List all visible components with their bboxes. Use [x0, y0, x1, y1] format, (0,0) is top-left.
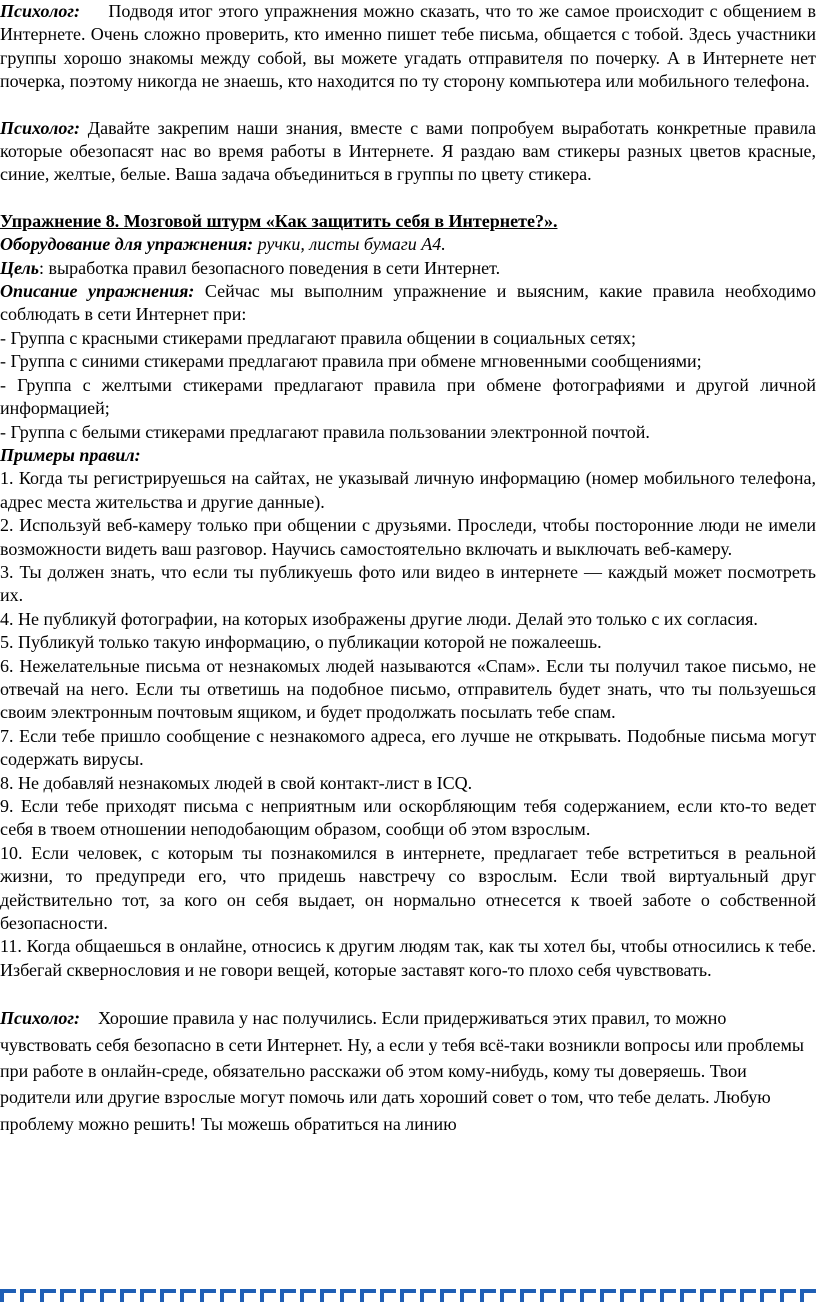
- rule-item: 8. Не добавляй незнакомых людей в свой контакт-лист в ICQ.: [0, 772, 473, 793]
- description-label: Описание упражнения:: [0, 281, 195, 302]
- rule-item: 11. Когда общаешься в онлайне, относись к другим людям так, как ты хотел бы, чтобы относились к тебе. Избегай сквернословия и не говори вещей, которые заставят кого-то плохо себя чувствовать.: [0, 936, 816, 980]
- rule-item: 7. Если тебе пришло сообщение с незнакомого адреса, его лучше не открывать. Подобные письма могут содержать вирусы.: [0, 725, 816, 770]
- intro-speaker: Психолог:: [0, 1, 80, 21]
- rule-item: 6. Нежелательные письма от незнакомых людей называются «Спам». Если ты получил такое письмо, не отвечай на него. Если ты ответишь на подобное письмо, отправитель будет знать, что ты пользуешься своим электронным почтовым ящиком, и будет продолжать посылать тебе спам.: [0, 655, 816, 723]
- spacer: [0, 982, 816, 1005]
- rule-item: 3. Ты должен знать, что если ты публикуешь фото или видео в интернете — каждый может посмотреть их.: [0, 561, 816, 606]
- description-line: [0, 280, 816, 327]
- examples-label: Примеры правил:: [0, 444, 141, 465]
- group-item: - Группа с синими стикерами предлагают правила при обмене мгновенными сообщениями;: [0, 351, 702, 372]
- exercise-heading: Упражнение 8. Мозговой штурм «Как защитить себя в Интернете?».: [0, 210, 558, 231]
- rule-item: 4. Не публикуй фотографии, на которых изображены другие люди. Делай это только с их согласия.: [0, 608, 758, 629]
- intro-paragraph: [0, 0, 816, 94]
- goal-line: [0, 257, 816, 280]
- consolidate-paragraph: [0, 117, 816, 187]
- description-value: Сейчас мы выполним упражнение и выясним, какие правила необходимо соблюдать в сети Интернет при:: [0, 281, 816, 325]
- consolidate-text: Давайте закрепим наши знания, вместе с вами попробуем выработать конкретные правила которые обезопасят нас во время работы в Интернете. Я раздаю вам стикеры разных цветов красные, синие, желтые, белые. Ваша задача объединиться в группы по цвету стикера.: [0, 117, 816, 185]
- consolidate-speaker: Психолог:: [0, 117, 80, 138]
- equipment-label: Оборудование для упражнения:: [0, 234, 254, 255]
- spacer: [0, 94, 816, 117]
- group-item: - Группа с желтыми стикерами предлагают правила при обмене фотографиями и другой личной информацией;: [0, 374, 816, 419]
- rule-item: 5. Публикуй только такую информацию, о публикации которой не пожалеешь.: [0, 632, 602, 653]
- rule-item: 9. Если тебе приходят письма с неприятным или оскорбляющим тебя содержанием, если кто-то ведет себя в твоем отношении неподобающим образом, сообщи об этом взрослым.: [0, 796, 816, 840]
- decorative-page-border: [0, 1289, 816, 1302]
- equipment-line: [0, 233, 816, 256]
- intro-text: Подводя итог этого упражнения можно сказать, что то же самое происходит с общением в Интернете. Очень сложно проверить, кто именно пишет тебе письма, общается с тобой. Здесь участники группы хорошо знакомы между собой, вы можете угадать отправителя по почерку. А в Интернете нет почерка, поэтому никогда не знаешь, кто находится по ту сторону компьютера или мобильного телефона.: [0, 1, 816, 92]
- rule-item: 1. Когда ты регистрируешься на сайтах, не указывай личную информацию (номер мобильного телефона, адрес места жительства и другие данные).: [0, 468, 816, 512]
- equipment-value: ручки, листы бумаги А4.: [257, 234, 446, 255]
- group-item: - Группа с красными стикерами предлагают правила общении в социальных сетях;: [0, 327, 637, 348]
- goal-value: : выработка правил безопасного поведения в сети Интернет.: [39, 257, 501, 278]
- exercise-title: [0, 210, 816, 233]
- group-item: - Группа с белыми стикерами предлагают правила пользовании электронной почтой.: [0, 421, 650, 442]
- rule-item: 10. Если человек, с которым ты познакомился в интернете, предлагает тебе встретиться в реальной жизни, то предупреди его, что придешь навстречу со взрослым. Если твой виртуальный друг действительно тот, за кого он себя выдает, он нормально отнесется к твоей заботе о собственной безопасности.: [0, 842, 816, 934]
- closing-speaker: Психолог:: [0, 1008, 80, 1029]
- goal-label: Цель: [0, 257, 40, 278]
- closing-text: Хорошие правила у нас получились. Если придерживаться этих правил, то можно чувствовать себя безопасно в сети Интернет. Ну, а если у тебя всё-таки возникли вопросы или проблемы при работе в онлайн-среде, обязательно расскажи об этом кому-нибудь, кому ты доверяешь. Твои родители или другие взрослые могут помочь или дать хороший совет о том, что тебе делать. Любую проблему можно решить! Ты можешь обратиться на линию: [0, 1008, 805, 1134]
- closing-paragraph: [0, 1005, 816, 1137]
- spacer: [0, 187, 816, 210]
- rule-item: 2. Используй веб-камеру только при общении с друзьями. Проследи, чтобы посторонние люди не имели возможности видеть ваш разговор. Научись самостоятельно включать и выключать веб-камеру.: [0, 515, 816, 559]
- examples-heading: [0, 444, 816, 467]
